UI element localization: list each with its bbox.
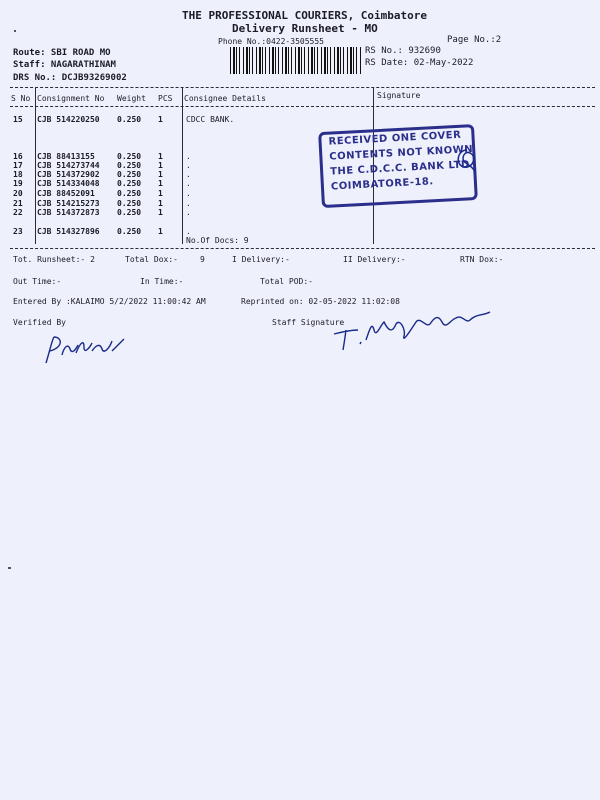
stamp-line-2: CONTENTS NOT KNOWN: [329, 144, 474, 163]
row-consignment: CJB 514215273: [37, 199, 100, 208]
table-header-rule: [10, 106, 595, 107]
table-top-rule: [10, 87, 595, 88]
row-consignment: CJB 514372873: [37, 208, 100, 217]
in-time: In Time:-: [140, 277, 184, 286]
row-details: .: [186, 227, 191, 236]
col-divider: [182, 88, 183, 244]
reprinted-on: Reprinted on: 02-05-2022 11:02:08: [241, 297, 400, 306]
row-details: .: [186, 161, 191, 170]
row-weight: 0.250: [117, 170, 142, 179]
tot-runsheet: Tot. Runsheet:- 2: [13, 255, 95, 264]
row-weight: 0.250: [117, 161, 142, 170]
row-pcs: 1: [158, 115, 163, 124]
row-details: .: [186, 152, 191, 161]
staff-name: Staff: NAGARATHINAM: [13, 60, 116, 70]
row-sno: 21: [13, 199, 23, 208]
row-pcs: 1: [158, 152, 163, 161]
stamp-line-1: RECEIVED ONE COVER: [328, 129, 462, 148]
row-pcs: 1: [158, 208, 163, 217]
row-pcs: 1: [158, 189, 163, 198]
row-consignment: CJB 88452091: [37, 189, 95, 198]
stamp-line-3: THE C.D.C.C. BANK LTD: [329, 159, 471, 178]
row-pcs: 1: [158, 161, 163, 170]
col-sno: S No: [11, 94, 31, 103]
row-consignment: CJB 514327896: [37, 227, 100, 236]
page-number: Page No.:2: [447, 35, 502, 45]
table-bottom-rule: [10, 248, 595, 249]
row-details: .: [186, 189, 191, 198]
row-sno: 17: [13, 161, 23, 170]
row-consignment: CJB 514372902: [37, 170, 100, 179]
stamp-line-4: COIMBATORE-18.: [330, 176, 434, 193]
speck: [8, 567, 11, 569]
staff-signature-label: Staff Signature: [272, 318, 345, 327]
ii-delivery: II Delivery:-: [343, 255, 406, 264]
col-consignee: Consignee Details: [184, 94, 266, 103]
col-weight: Weight: [117, 94, 146, 103]
i-delivery: I Delivery:-: [232, 255, 290, 264]
col-divider: [35, 88, 36, 244]
row-sno: 22: [13, 208, 23, 217]
route: Route: SBI ROAD MO: [13, 48, 111, 58]
row-pcs: 1: [158, 227, 163, 236]
document-title: Delivery Runsheet - MO: [232, 22, 378, 35]
row-sno: 23: [13, 227, 23, 236]
speck: [14, 30, 16, 32]
row-pcs: 1: [158, 179, 163, 188]
total-dox-label: Total Dox:-: [125, 255, 178, 264]
verifier-signature: [40, 325, 130, 370]
company-name: THE PROFESSIONAL COURIERS, Coimbatore: [182, 9, 428, 22]
row-sno: 20: [13, 189, 23, 198]
row-pcs: 1: [158, 170, 163, 179]
row-pcs: 1: [158, 199, 163, 208]
phone-number: Phone No.:0422-3505555: [218, 37, 324, 46]
row-details: CDCC BANK.: [186, 115, 235, 124]
row-consignment: CJB 514273744: [37, 161, 100, 170]
row-weight: 0.250: [117, 208, 142, 217]
no-of-docs: No.Of Docs: 9: [186, 236, 249, 245]
row-weight: 0.250: [117, 152, 142, 161]
barcode: [230, 47, 362, 74]
row-sno: 19: [13, 179, 23, 188]
stamp-signature: [452, 145, 482, 175]
drs-number: DRS No.: DCJB93269002: [13, 73, 127, 83]
row-weight: 0.250: [117, 227, 142, 236]
row-sno: 16: [13, 152, 23, 161]
rs-date: RS Date: 02-May-2022: [365, 58, 474, 68]
total-pod: Total POD:-: [260, 277, 313, 286]
total-dox-value: 9: [200, 255, 205, 264]
row-consignment: CJB 514220250: [37, 115, 100, 124]
col-consignment: Consignment No: [37, 94, 105, 103]
rtn-dox: RTN Dox:-: [460, 255, 504, 264]
col-pcs: PCS: [158, 94, 173, 103]
row-details: .: [186, 208, 191, 217]
row-details: .: [186, 199, 191, 208]
out-time: Out Time:-: [13, 277, 62, 286]
row-sno: 18: [13, 170, 23, 179]
staff-signature: [330, 300, 505, 355]
rs-number: RS No.: 932690: [365, 46, 441, 56]
row-details: .: [186, 179, 191, 188]
row-details: .: [186, 170, 191, 179]
entered-by: Entered By :KALAIMO 5/2/2022 11:00:42 AM: [13, 297, 206, 306]
row-consignment: CJB 88413155: [37, 152, 95, 161]
row-sno: 15: [13, 115, 23, 124]
row-weight: 0.250: [117, 115, 142, 124]
col-signature: Signature: [377, 91, 421, 100]
verified-by: Verified By: [13, 318, 66, 327]
row-consignment: CJB 514334048: [37, 179, 100, 188]
row-weight: 0.250: [117, 179, 142, 188]
row-weight: 0.250: [117, 199, 142, 208]
row-weight: 0.250: [117, 189, 142, 198]
